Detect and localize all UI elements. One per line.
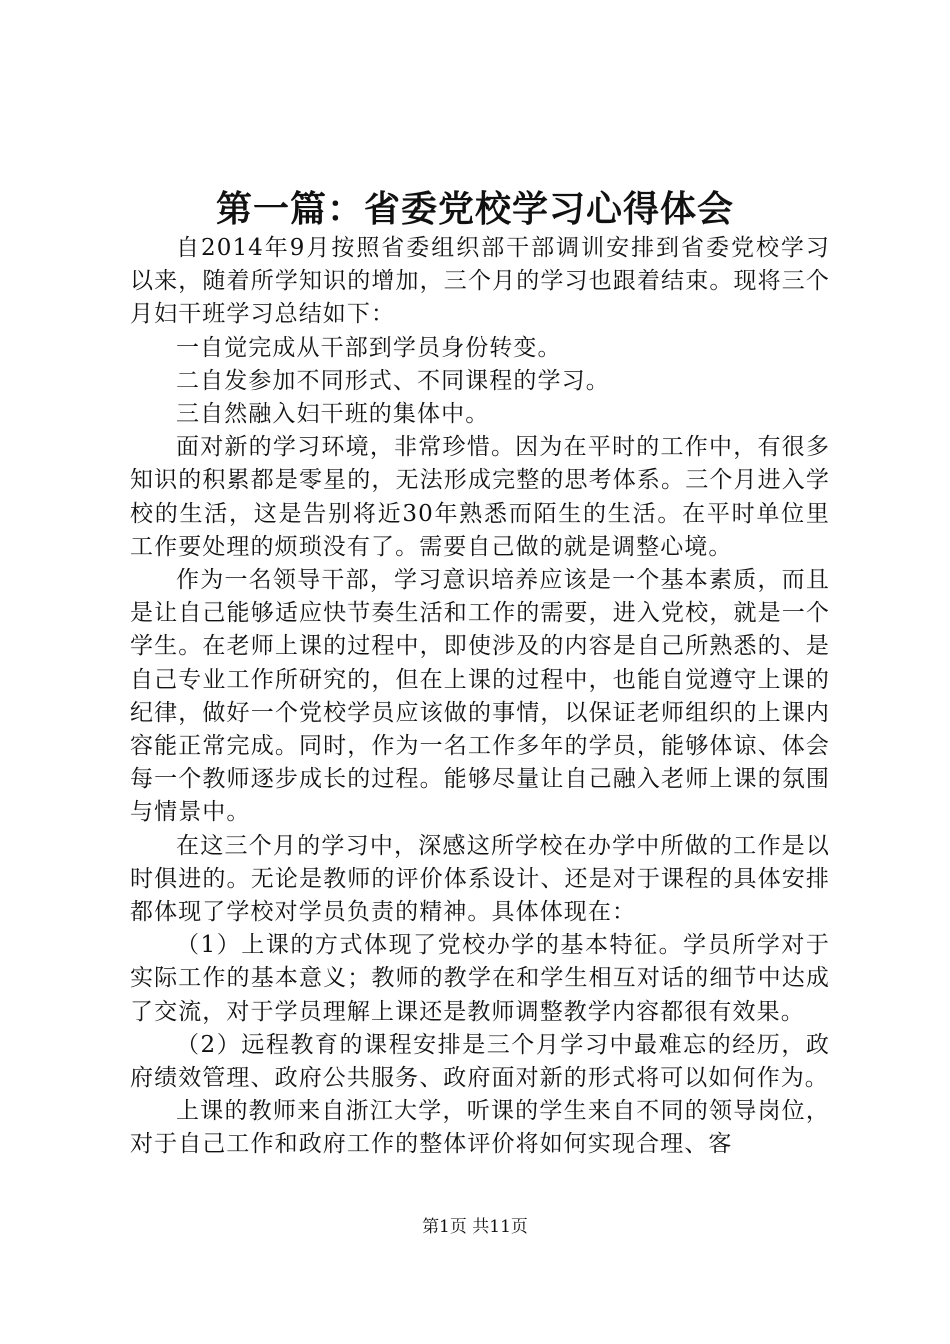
paragraph: 在这三个月的学习中，深感这所学校在办学中所做的工作是以时俱进的。无论是教师的评价体系设计、还是对于课程的具体安排都体现了学校对学员负责的精神。具体体现在： (130, 832, 830, 926)
paragraph: （2）远程教育的课程安排是三个月学习中最难忘的经历，政府绩效管理、政府公共服务、政府面对新的形式将可以如何作为。 (130, 1031, 830, 1092)
paragraph: 二自发参加不同形式、不同课程的学习。 (176, 367, 610, 394)
paragraph: 面对新的学习环境，非常珍惜。因为在平时的工作中，有很多知识的积累都是零星的，无法形成完整的思考体系。三个月进入学校的生活，这是告别将近30年熟悉而陌生的生活。在平时单位里工作要处理的烦琐没有了。需要自己做的就是调整心境。 (130, 434, 830, 560)
document-title: 第一篇：省委党校学习心得体会 (215, 188, 734, 230)
page-number-footer: 第1页 共11页 (422, 1217, 528, 1237)
document-body (130, 232, 830, 1162)
paragraph: （1）上课的方式体现了党校办学的基本特征。学员所学对于实际工作的基本意义；教师的教学在和学生相互对话的细节中达成了交流，对于学员理解上课还是教师调整教学内容都很有效果。 (130, 932, 830, 1025)
paragraph: 上课的教师来自浙江大学，听课的学生来自不同的领导岗位，对于自己工作和政府工作的整体评价将如何实现合理、客 (130, 1098, 830, 1158)
paragraph: 三自然融入妇干班的集体中。 (176, 401, 490, 428)
paragraph: 作为一名领导干部，学习意识培养应该是一个基本素质，而且是让自己能够适应快节奏生活和工作的需要，进入党校，就是一个学生。在老师上课的过程中，即使涉及的内容是自己所熟悉的、是自己专业工作所研究的，但在上课的过程中，也能自觉遵守上课的纪律，做好一个党校学员应该做的事情，以保证老师组织的上课内容能正常完成。同时，作为一名工作多年的学员，能够体谅、体会每一个教师逐步成长的过程。能够尽量让自己融入老师上课的氛围与情景中。 (130, 567, 830, 826)
paragraph: 一自觉完成从干部到学员身份转变。 (176, 334, 562, 361)
paragraph: 自2014年9月按照省委组织部干部调训安排到省委党校学习以来，随着所学知识的增加，三个月的学习也跟着结束。现将三个月妇干班学习总结如下： (130, 235, 830, 328)
